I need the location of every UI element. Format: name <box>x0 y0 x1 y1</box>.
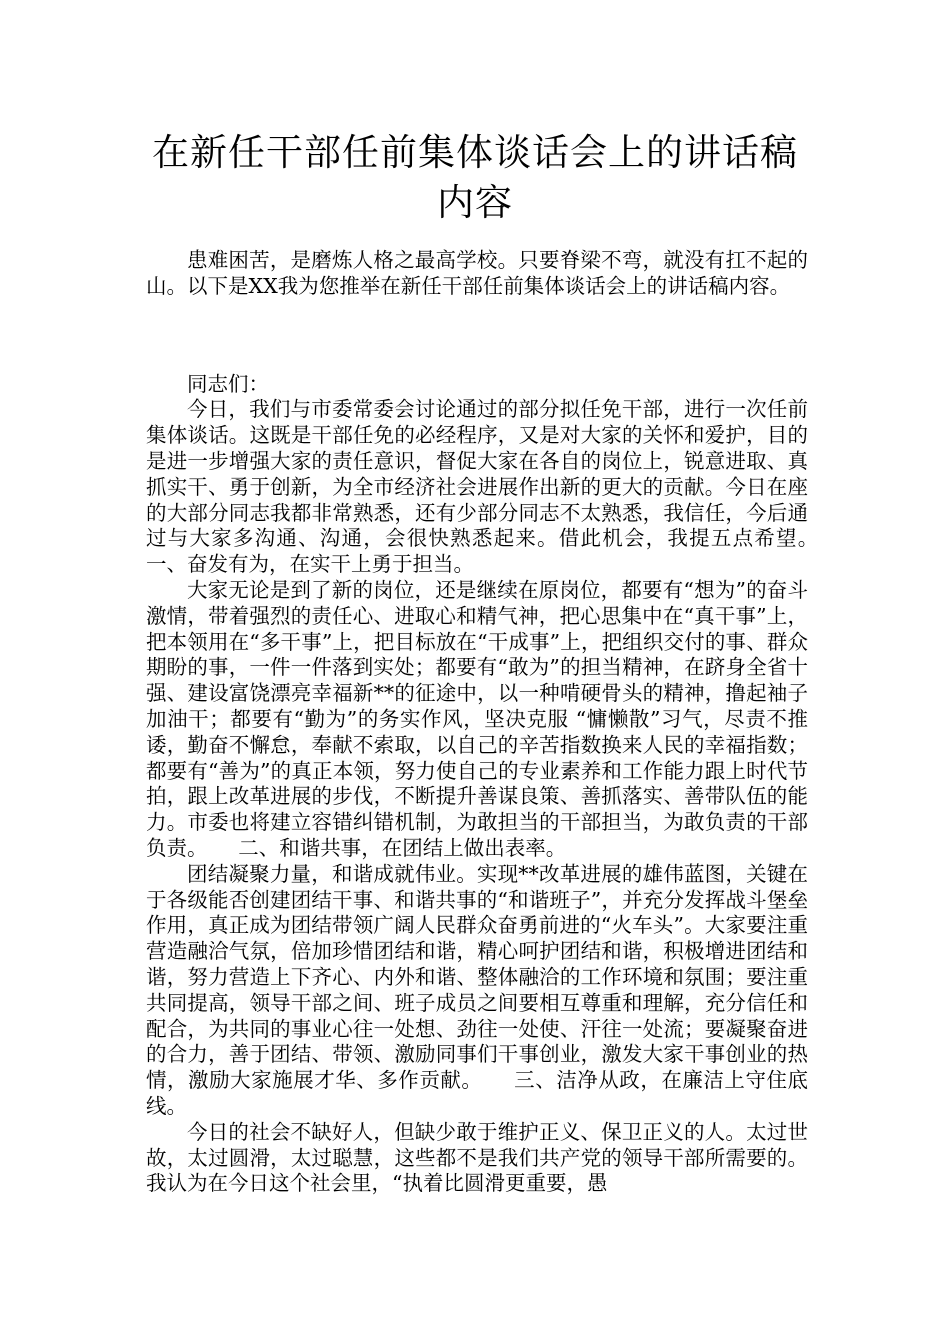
document-body <box>146 248 849 1197</box>
document-title: 在新任干部任前集体谈话会上的讲话稿内容 <box>152 131 798 224</box>
body-paragraph: 今日的社会不缺好人，但缺少敢于维护正义、保卫正义的人。太过世故，太过圆滑，太过聪慧，这些都不是我们共产党的领导干部所需要的。我认为在今日这个社会里，“执着比圆滑更重要，愚 <box>146 1119 808 1196</box>
body-paragraph: 大家无论是到了新的岗位，还是继续在原岗位，都要有“想为”的奋斗激情，带着强烈的责任心、进取心和精气神，把心思集中在“真干事”上，把本领用在“多干事”上，把目标放在“干成事”上，把组织交付的事、群众期盼的事，一件一件落到实处；都要有“敢为”的担当精神，在跻身全省十强、建设富饶漂亮幸福新**的征途中，以一种啃硬骨头的精神，撸起袖子加油干；都要有“勤为”的务实作风，坚决克服 “慵懒散”习气，尽责不推诿，勤奋不懈怠，奉献不索取，以自己的辛苦指数换来人民的幸福指数；都要有“善为”的真正本领，努力使自己的专业素养和工作能力跟上时代节拍，跟上改革进展的步伐，不断提升善谋良策、善抓落实、善带队伍的能力。市委也将建立容错纠错机制，为敢担当的干部担当，为敢负责的干部负责。 二、和谐共事，在团结上做出表率。 <box>146 577 808 860</box>
intro-paragraph: 患难困苦，是磨炼人格之最高学校。只要脊梁不弯，就没有扛不起的山。以下是XX我为您推举在新任干部任前集体谈话会上的讲话稿内容。 <box>146 248 808 298</box>
salutation: 同志们： <box>187 371 269 396</box>
body-paragraph: 团结凝聚力量，和谐成就伟业。实现**改革进展的雄伟蓝图，关键在于各级能否创建团结干事、和谐共事的“和谐班子”，并充分发挥战斗堡垒作用，真正成为团结带领广阔人民群众奋勇前进的“火车头”。大家要注重营造融洽气氛，倍加珍惜团结和谐，精心呵护团结和谐，积极增进团结和谐，努力营造上下齐心、内外和谐、整体融洽的工作环境和氛围；要注重共同提高，领导干部之间、班子成员之间要相互尊重和理解，充分信任和配合，为共同的事业心往一处想、劲往一处使、汗往一处流；要凝聚奋进的合力，善于团结、带领、激励同事们干事创业，激发大家干事创业的热情，激励大家施展才华、多作贡献。 三、洁净从政，在廉洁上守住底线。 <box>146 861 808 1118</box>
body-paragraph: 今日，我们与市委常委会讨论通过的部分拟任免干部，进行一次任前集体谈话。这既是干部任免的必经程序，又是对大家的关怀和爱护，目的是进一步增强大家的责任意识，督促大家在各自的岗位上，锐意进取、真抓实干、勇于创新，为全市经济社会进展作出新的更大的贡献。今日在座的大部分同志我都非常熟悉，还有少部分同志不太熟悉，我信任，今后通过与大家多沟通、沟通，会很快熟悉起来。借此机会，我提五点希望。 一、奋发有为，在实干上勇于担当。 <box>146 397 849 577</box>
